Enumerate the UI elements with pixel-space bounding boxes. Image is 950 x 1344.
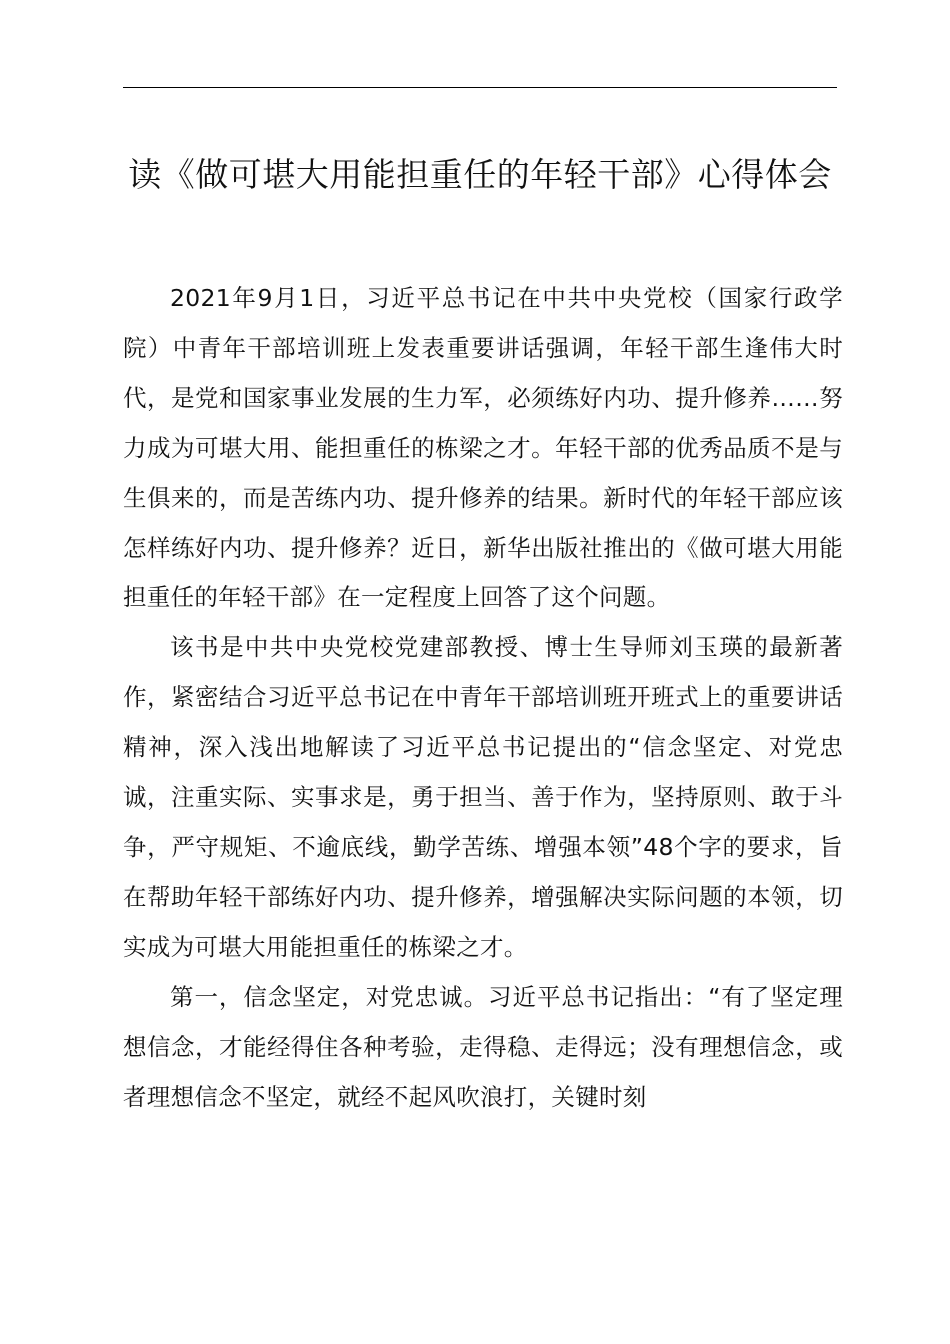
paragraph-book-summary: 该书是中共中央党校党建部教授、博士生导师刘玉瑛的最新著作，紧密结合习近平总书记在中青年干部培训班开班式上的重要讲话精神，深入浅出地解读了习近平总书记提出的“信念坚定、对党忠诚，注重实际、实事求是，勇于担当、善于作为，坚持原则、敢于斗争，严守规矩、不逾底线，勤学苦练、增强本领”48个字的要求，旨在帮助年轻干部练好内功、提升修养，增强解决实际问题的本领，切实成为可堪大用能担重任的栋梁之才。 [123,633,843,961]
header-rule [123,87,837,88]
document-body [123,274,843,1122]
paragraph-point-one: 第一，信念坚定，对党忠诚。习近平总书记指出：“有了坚定理想信念，才能经得住各种考验，走得稳、走得远；没有理想信念，或者理想信念不坚定，就经不起风吹浪打，关键时刻 [123,982,843,1111]
paragraph-intro: 2021年9月1日，习近平总书记在中共中央党校（国家行政学院）中青年干部培训班上发表重要讲话强调，年轻干部生逢伟大时代，是党和国家事业发展的生力军，必须练好内功、提升修养……努力成为可堪大用、能担重任的栋梁之才。年轻干部的优秀品质不是与生俱来的，而是苦练内功、提升修养的结果。新时代的年轻干部应该怎样练好内功、提升修养？近日，新华出版社推出的《做可堪大用能担重任的年轻干部》在一定程度上回答了这个问题。 [123,284,843,612]
document-title: 读《做可堪大用能担重任的年轻干部》心得体会 [128,155,832,194]
